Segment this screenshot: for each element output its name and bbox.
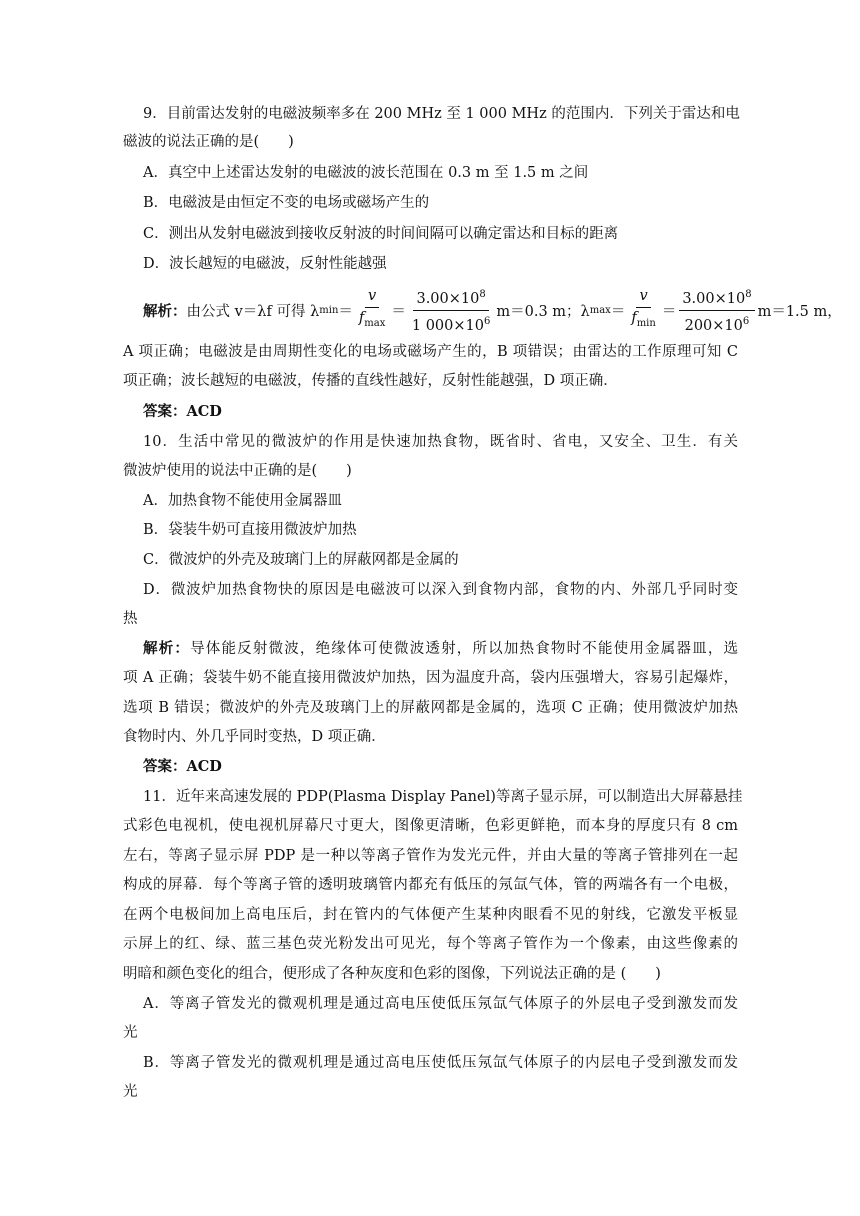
fraction3-num: 3.00×10 (682, 290, 746, 307)
formula-sub-max: max (589, 304, 611, 316)
fraction-num-v: v (365, 288, 379, 308)
q11-option-b: B．等离子管发光的微观机理是通过高电压使低压氖氙气体原子的内层电子受到激发而发 (143, 1055, 738, 1071)
q10-answer: 答案：ACD (143, 758, 222, 775)
fraction3-den-exp: 6 (742, 315, 750, 327)
formula-eq-1: ＝ (338, 303, 353, 320)
q11-stem-line6: 示屏上的红、绿、蓝三基色荧光粉发出可见光，每个等离子管作为一个像素，由这些像素的 (123, 936, 738, 952)
formula-eq-2: ＝ (391, 303, 406, 320)
fraction-value-1 (409, 286, 494, 335)
fraction-den-sub-max: max (364, 317, 386, 329)
fraction1-den-exp: 6 (483, 315, 491, 327)
fraction1-den: 1 000×10 (411, 317, 484, 334)
fraction2-den-sub-min: min (636, 317, 656, 329)
formula-eq-3: ＝ (610, 303, 626, 320)
q9-stem-line2: 磁波的说法正确的是( ) (123, 134, 294, 150)
fraction1-num-exp: 8 (479, 288, 486, 300)
q10-stem-line2: 微波炉使用的说法中正确的是( ) (123, 463, 352, 479)
q9-stem-line1: 9．目前雷达发射的电磁波频率多在 200 MHz 至 1 000 MHz 的范围内．下列关于雷达和电 (143, 106, 740, 122)
q11-stem-line5: 在两个电极间加上高电压后，封在管内的气体便产生某种肉眼看不见的射线，它激发平板显 (123, 907, 738, 923)
q9-answer: 答案：ACD (143, 403, 222, 420)
q9-option-c: C．测出从发射电磁波到接收反射波的时间间隔可以确定雷达和目标的距离 (143, 226, 619, 242)
q9-option-a: A．真空中上述雷达发射的电磁波的波长范围在 0.3 m 至 1.5 m 之间 (143, 165, 589, 181)
formula-result-2: m＝1.5 m， (757, 303, 842, 320)
q10-stem-line1: 10．生活中常见的微波炉的作用是快速加热食物，既省时、省电，又安全、卫生．有关 (143, 434, 738, 450)
q10-analysis-line4: 食物时内、外几乎同时变热，D 项正确． (123, 729, 386, 745)
q11-stem-line2: 式彩色电视机，使电视机屏幕尺寸更大，图像更清晰，色彩更鲜艳，而本身的厚度只有 8 cm (123, 818, 738, 834)
q10-analysis-text1: 导体能反射微波，绝缘体可使微波透射，所以加热食物时不能使用金属器皿，选 (190, 641, 739, 657)
q11-stem-line7: 明暗和颜色变化的组合，便形成了各种灰度和色彩的图像，下列说法正确的是 ( ) (123, 966, 661, 982)
q10-option-b: B．袋装牛奶可直接用微波炉加热 (143, 522, 357, 538)
q11-option-a: A．等离子管发光的微观机理是通过高电压使低压氖氙气体原子的外层电子受到激发而发 (143, 996, 738, 1012)
q9-analysis-line3: 项正确；波长越短的电磁波，传播的直线性越好，反射性能越强，D 项正确． (123, 373, 618, 389)
fraction-den-f: f (358, 310, 365, 327)
fraction3-den: 200×10 (684, 317, 743, 334)
formula-intro: 由公式 v＝λf 可得 λ (186, 303, 320, 320)
q9-analysis-formula (143, 287, 842, 334)
fraction-v-over-fmax (356, 288, 388, 332)
q10-analysis-label: 解析： (143, 640, 191, 657)
formula-result-1: m＝0.3 m；λ (496, 303, 590, 320)
q9-analysis-label: 解析： (143, 302, 187, 320)
q11-option-b-cont: 光 (123, 1084, 138, 1100)
fraction-v-over-fmin (628, 288, 659, 332)
q9-option-d: D．波长越短的电磁波，反射性能越强 (143, 256, 387, 272)
q11-stem-line3: 左右，等离子显示屏 PDP 是一种以等离子管作为发光元件，并由大量的等离子管排列在一起 (123, 848, 738, 864)
fraction3-num-exp: 8 (745, 288, 752, 300)
q10-option-a: A．加热食物不能使用金属器皿 (143, 493, 342, 509)
q11-option-a-cont: 光 (123, 1025, 138, 1041)
q10-option-d: D．微波炉加热食物快的原因是电磁波可以深入到食物内部，食物的内、外部几乎同时变 (143, 582, 738, 598)
q10-analysis-line1 (143, 639, 738, 659)
q9-option-b: B．电磁波是由恒定不变的电场或磁场产生的 (143, 195, 430, 211)
fraction2-num-v: v (636, 288, 650, 308)
q10-analysis-line2: 项 A 正确；袋装牛奶不能直接用微波炉加热，因为温度升高，袋内压强增大，容易引起爆炸， (123, 670, 738, 686)
fraction-value-2 (679, 286, 754, 335)
q10-option-c: C．微波炉的外壳及玻璃门上的屏蔽网都是金属的 (143, 552, 459, 568)
fraction2-den-f: f (631, 310, 637, 327)
formula-sub-min: min (319, 304, 339, 316)
q9-analysis-line2: A 项正确；电磁波是由周期性变化的电场或磁场产生的，B 项错误；由雷达的工作原理可知 C (123, 344, 738, 360)
q10-option-d-cont: 热 (123, 611, 138, 627)
fraction1-num: 3.00×10 (416, 290, 480, 307)
q11-stem-line4: 构成的屏幕．每个等离子管的透明玻璃管内都充有低压的氖氙气体，管的两端各有一个电极， (123, 877, 738, 893)
q11-stem-line1: 11．近年来高速发展的 PDP(Plasma Display Panel)等离子显示屏，可以制造出大屏幕悬挂 (143, 789, 743, 805)
formula-eq-4: ＝ (661, 303, 677, 320)
q10-analysis-line3: 选项 B 错误；微波炉的外壳及玻璃门上的屏蔽网都是金属的，选项 C 正确；使用微波炉加热 (123, 700, 738, 716)
